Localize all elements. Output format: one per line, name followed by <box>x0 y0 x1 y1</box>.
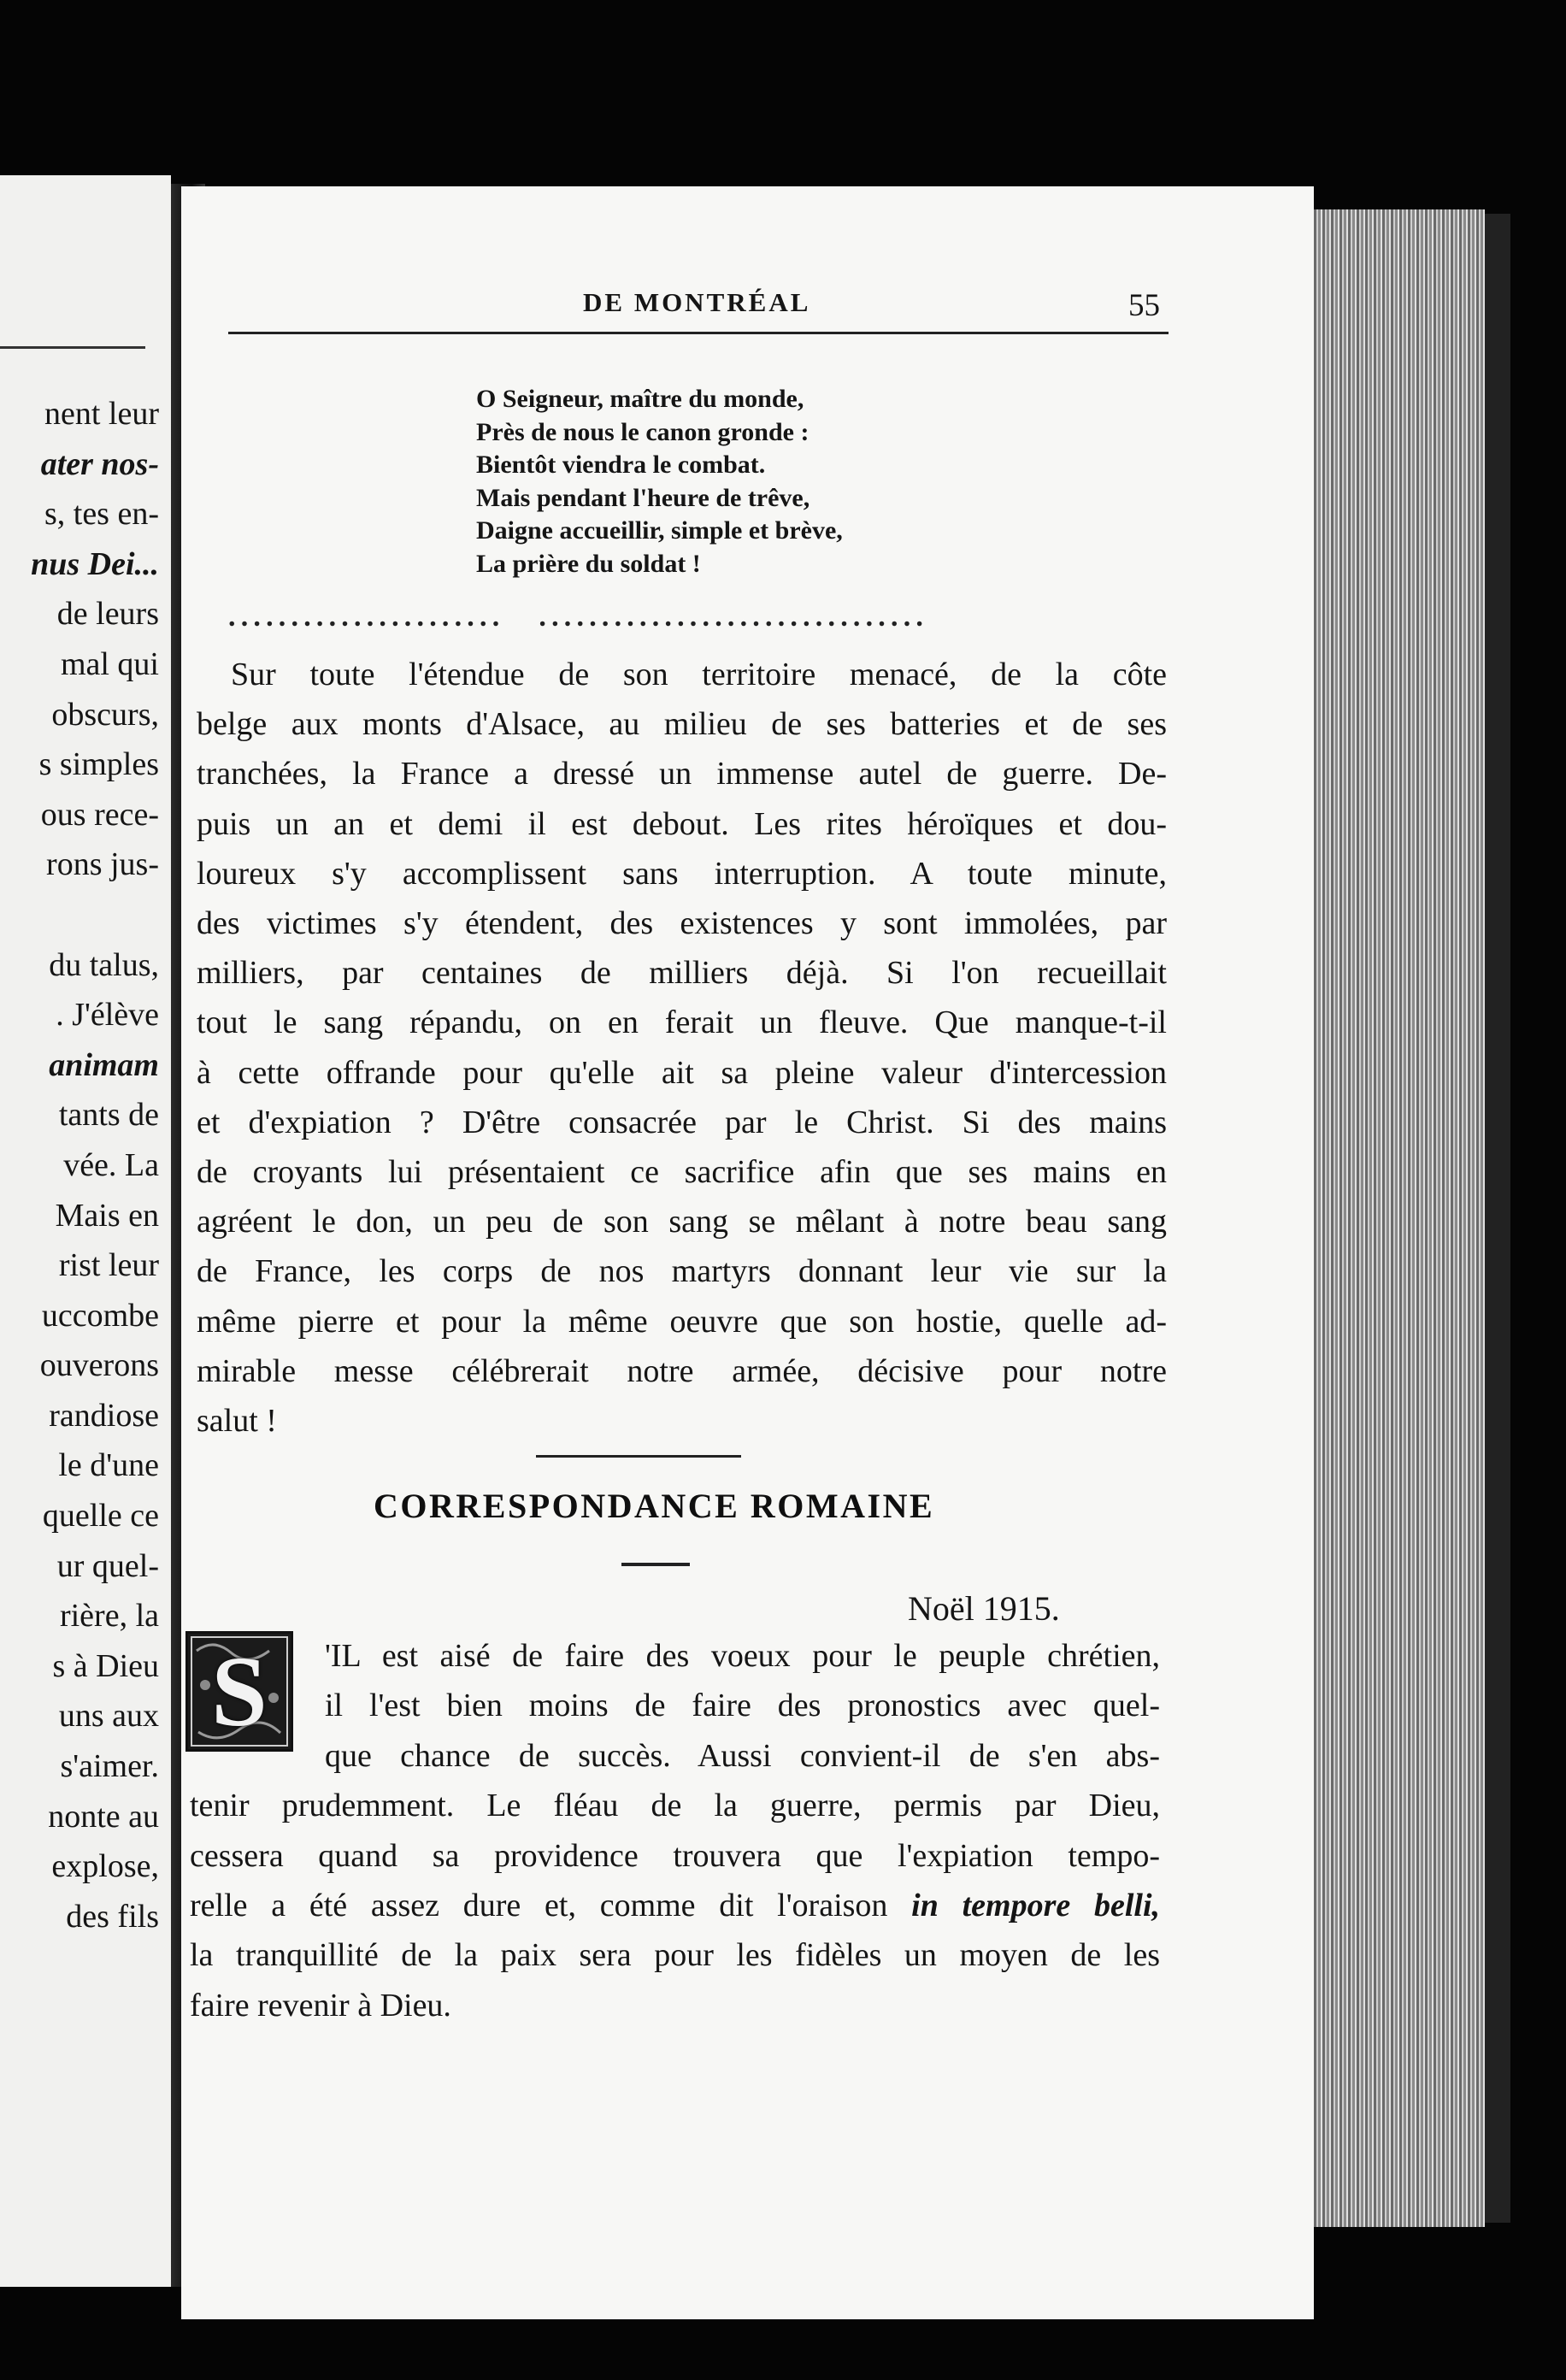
letter-text-line <box>190 1781 1160 1830</box>
letter-text: faire revenir à Dieu. <box>190 1987 451 2024</box>
letter-text-line <box>190 1981 1160 2030</box>
text-line: même pierre et pour la même oeuvre que son hostie, quelle ad- <box>197 1303 1167 1340</box>
letter-text: cessera quand sa providence trouvera que l'expiation tempo- <box>190 1837 1160 1874</box>
letter-text-line <box>190 1881 1160 1930</box>
left-text-line: nonte au <box>48 1798 159 1835</box>
left-text-line: s'aimer. <box>60 1748 159 1785</box>
left-text-line: vée. La <box>63 1146 159 1183</box>
dots-right: ............................... <box>539 601 929 633</box>
dateline: Noël 1915. <box>908 1589 1060 1628</box>
left-text-line: . J'élève <box>56 997 159 1034</box>
ellipsis-separator <box>228 601 1169 633</box>
header-rule <box>228 332 1169 334</box>
text-line: tranchées, la France a dressé un immense autel de guerre. De- <box>197 756 1167 792</box>
left-text-line: s, tes en- <box>44 496 159 533</box>
text-line: Près de nous le canon gronde : <box>476 417 809 446</box>
left-page-fragment <box>0 175 171 2287</box>
text-line: à cette offrande pour qu'elle ait sa pleine valeur d'intercession <box>197 1054 1167 1091</box>
left-text-line: rons jus- <box>46 846 159 883</box>
letter-paragraph <box>190 1631 1160 2030</box>
left-text-line: de leurs <box>56 596 159 633</box>
drop-cap-letter: S <box>211 1635 268 1747</box>
left-text-line: uns aux <box>58 1698 159 1735</box>
section-title: CORRESPONDANCE ROMAINE <box>374 1487 935 1525</box>
text-line: mirable messe célébrerait notre armée, décisive pour notre <box>197 1352 1167 1389</box>
section-rule-bottom <box>621 1563 690 1566</box>
left-text-line: ater nos- <box>40 445 159 482</box>
left-text-line: du talus, <box>49 946 159 983</box>
left-text-line: rière, la <box>59 1598 159 1635</box>
left-text-line: s à Dieu <box>52 1647 159 1684</box>
letter-text-line <box>190 1930 1160 1980</box>
letter-text-line <box>190 1681 1160 1730</box>
text-line: et d'expiation ? D'être consacrée par le Christ. Si des mains <box>197 1104 1167 1140</box>
left-text-line: Mais en <box>55 1197 159 1234</box>
letter-text: il l'est bien moins de faire des pronostics avec quel- <box>325 1688 1160 1724</box>
left-page-text <box>0 389 159 1941</box>
letter-text: 'IL est aisé de faire des voeux pour le peuple chrétien, <box>325 1638 1160 1674</box>
letter-text: relle a été assez dure et, comme dit l'oraison <box>190 1888 912 1924</box>
text-line: Daigne accueillir, simple et brève, <box>476 516 843 545</box>
text-line: puis un an et demi il est debout. Les rites héroïques et dou- <box>197 805 1167 842</box>
left-text-line: s simples <box>38 746 159 783</box>
dots-left: ...................... <box>228 601 505 633</box>
verse-stanza <box>476 383 1074 580</box>
text-line: belge aux monts d'Alsace, au milieu de ses batteries et de ses <box>197 706 1167 743</box>
text-line: salut ! <box>197 1403 277 1440</box>
left-text-line: nent leur <box>44 396 159 432</box>
letter-text-line <box>190 1631 1160 1681</box>
text-line: Sur toute l'étendue de son territoire menacé, de la côte <box>231 657 1167 692</box>
left-text-line: le d'une <box>58 1447 159 1484</box>
left-text-line: nus Dei... <box>31 545 159 582</box>
left-text-line: explose, <box>51 1848 159 1885</box>
text-line: agréent le don, un peu de son sang se mêlant à notre beau sang <box>197 1204 1167 1240</box>
left-text-line: ur quel- <box>56 1547 159 1584</box>
left-text-line: ous rece- <box>40 796 159 833</box>
text-line: O Seigneur, maître du monde, <box>476 385 804 413</box>
page-edges-shadow <box>1485 214 1510 2223</box>
page-edges <box>1314 209 1485 2227</box>
text-line: loureux s'y accomplissent sans interruption. A toute minute, <box>197 855 1167 892</box>
left-text-line: mal qui <box>60 645 159 682</box>
text-line: de France, les corps de nos martyrs donnant leur vie sur la <box>197 1253 1167 1290</box>
text-line: Mais pendant l'heure de trêve, <box>476 483 810 512</box>
letter-text: que chance de succès. Aussi convient-il de s'en abs- <box>325 1737 1160 1774</box>
left-text-line: animam <box>49 1046 159 1083</box>
left-text-line: ouverons <box>39 1347 159 1384</box>
left-text-line: rist leur <box>58 1247 159 1284</box>
body-paragraph <box>197 650 1167 1446</box>
left-text-line: randiose <box>49 1397 159 1434</box>
left-text-line: uccombe <box>41 1297 159 1334</box>
text-line: La prière du soldat ! <box>476 549 701 578</box>
letter-italic-text: in tempore belli, <box>911 1888 1160 1924</box>
section-rule-top <box>536 1455 741 1458</box>
text-line: de croyants lui présentaient ce sacrifice afin que ses mains en <box>197 1154 1167 1191</box>
left-text-line: obscurs, <box>51 696 159 733</box>
text-line: Bientôt viendra le combat. <box>476 451 766 479</box>
text-line: milliers, par centaines de milliers déjà. Si l'on recueillait <box>197 955 1167 992</box>
left-text-line: quelle ce <box>42 1498 159 1535</box>
letter-text-line <box>190 1831 1160 1881</box>
page-number: 55 <box>1128 288 1160 323</box>
letter-text: la tranquillité de la paix sera pour les fidèles un moyen de les <box>190 1937 1160 1974</box>
text-line: des victimes s'y étendent, des existences y sont immolées, par <box>197 905 1167 942</box>
running-head: DE MONTRÉAL <box>583 287 811 317</box>
left-text-line: tants de <box>58 1097 159 1134</box>
text-line: tout le sang répandu, on en ferait un fleuve. Que manque-t-il <box>197 1004 1167 1041</box>
letter-text: tenir prudemment. Le fléau de la guerre, permis par Dieu, <box>190 1788 1160 1824</box>
left-text-line: des fils <box>66 1898 159 1935</box>
right-page <box>181 186 1314 2319</box>
left-text-line <box>0 890 159 940</box>
letter-text-line <box>190 1731 1160 1781</box>
left-page-rule <box>0 346 145 349</box>
